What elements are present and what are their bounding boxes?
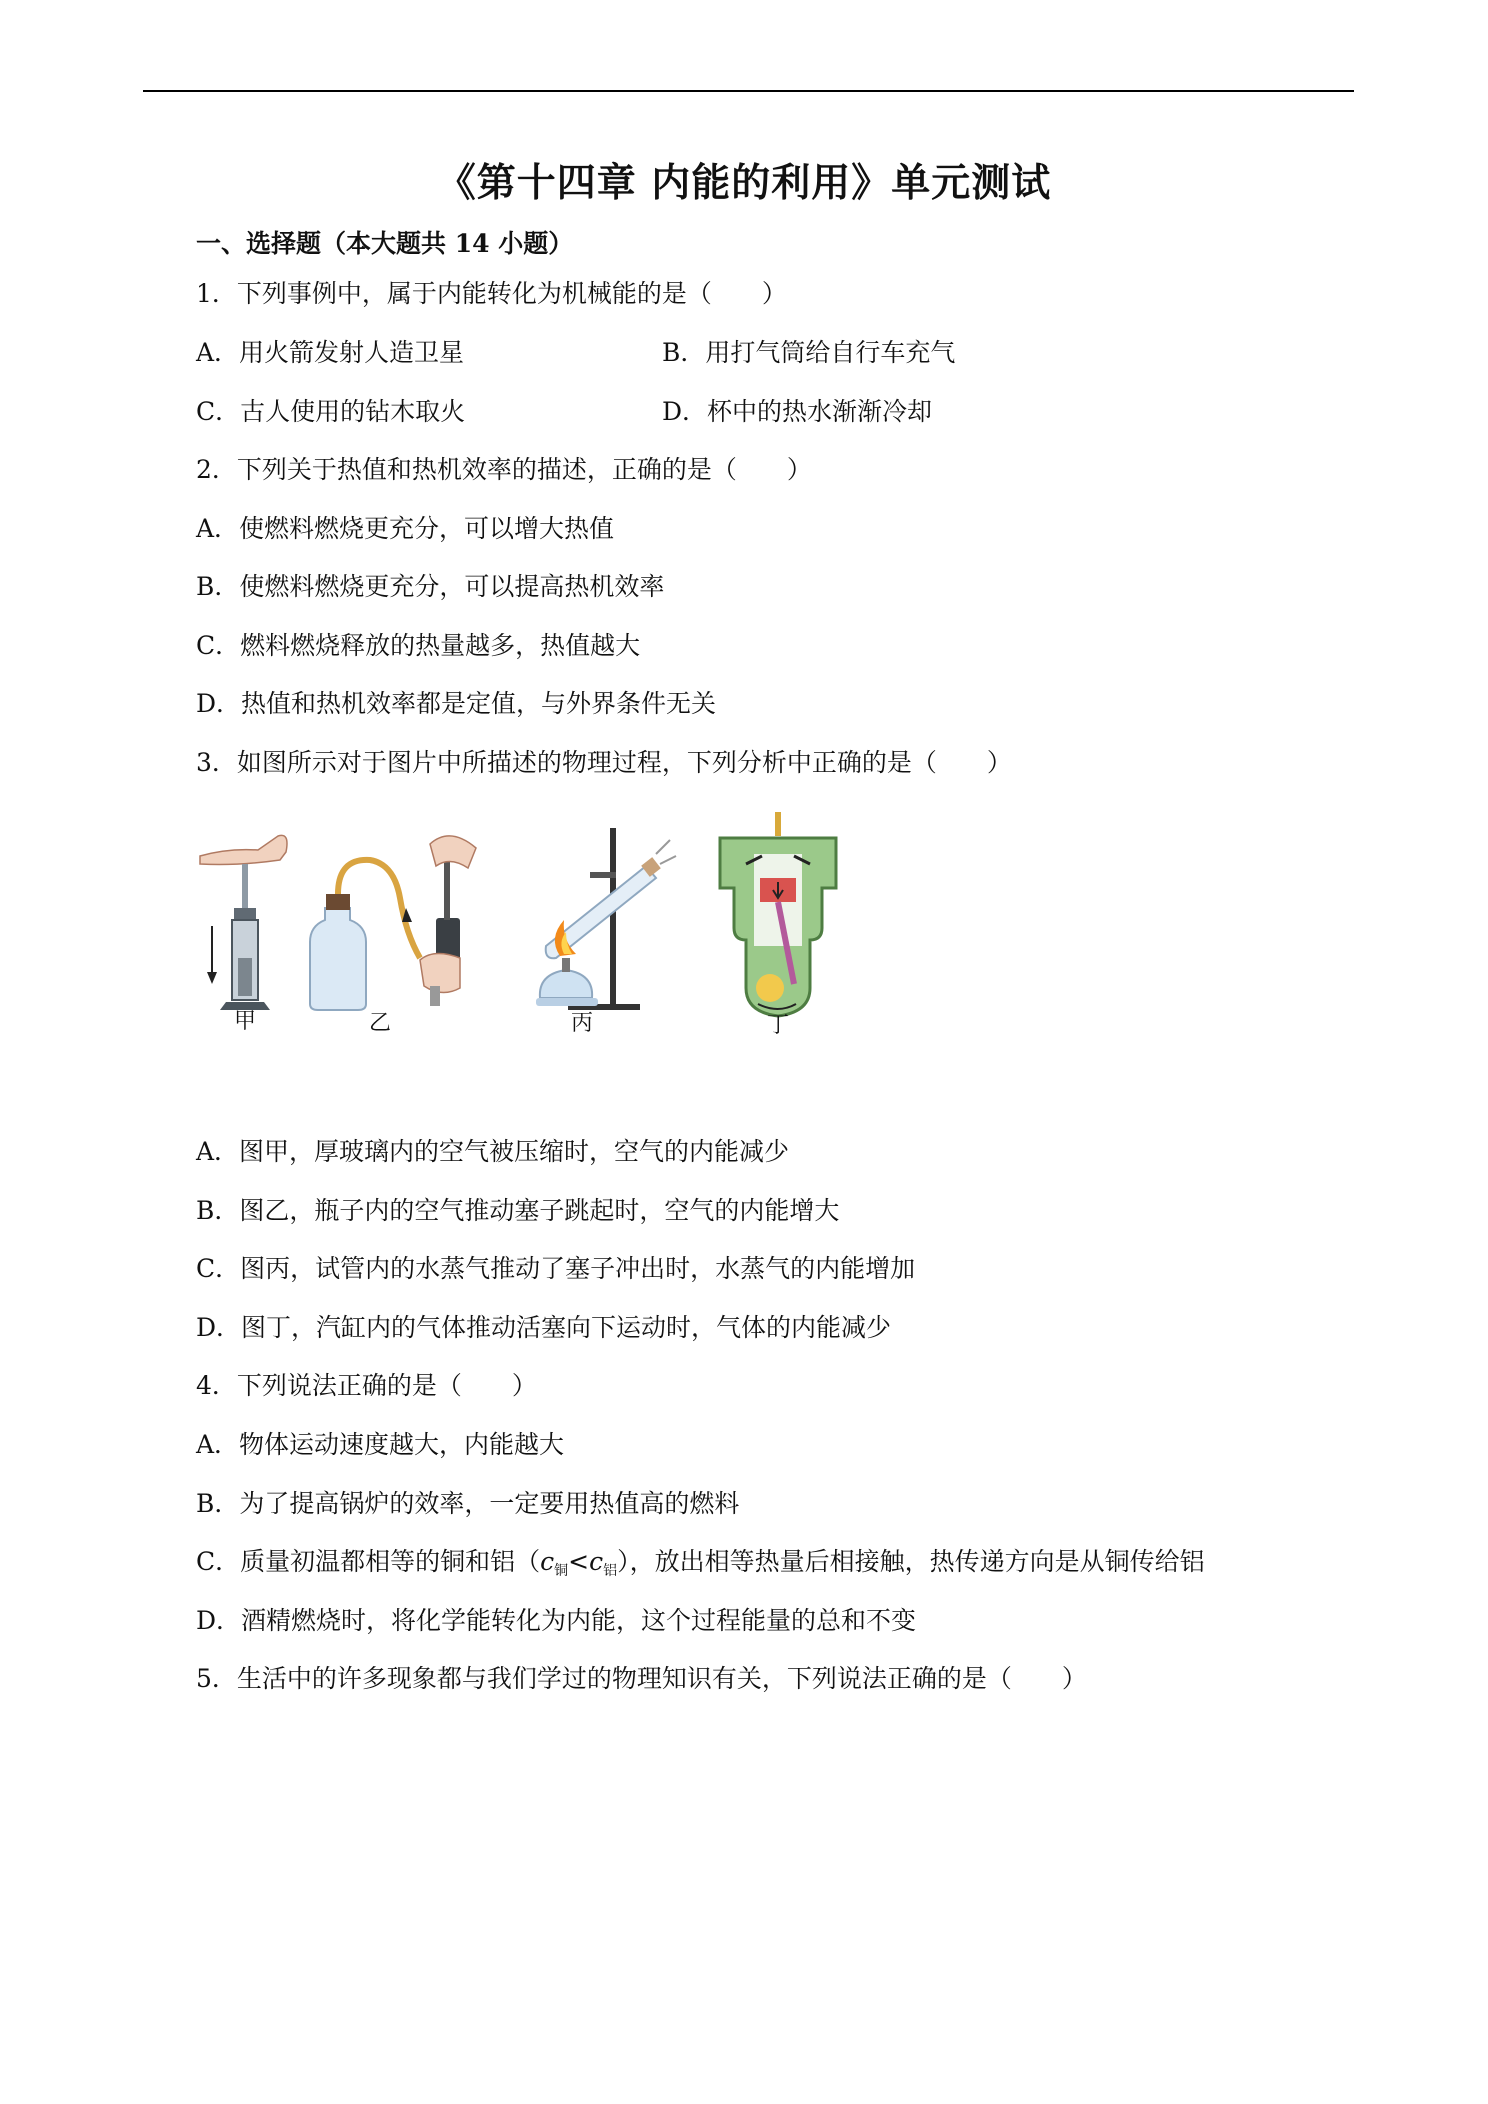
question-1-option-b: B．用打气筒给自行车充气 xyxy=(662,338,956,367)
figure-bing-test-tube-burner xyxy=(536,828,676,1010)
question-3-option-a: A．图甲，厚玻璃内的空气被压缩时，空气的内能减少 xyxy=(196,1137,790,1166)
question-2-option-a: A．使燃料燃烧更充分，可以增大热值 xyxy=(196,514,615,543)
section-heading: 一、选择题（本大题共 14 小题） xyxy=(196,229,574,258)
question-2-option-c: C．燃料燃烧释放的热量越多，热值越大 xyxy=(196,631,641,660)
question-1-option-d: D．杯中的热水渐渐冷却 xyxy=(662,397,933,426)
question-4-option-a: A．物体运动速度越大，内能越大 xyxy=(196,1430,565,1459)
specific-heat-symbol-copper: c xyxy=(540,1547,555,1576)
question-1-stem: 1．下列事例中，属于内能转化为机械能的是（ ） xyxy=(196,279,787,308)
question-3-option-d: D．图丁，汽缸内的气体推动活塞向下运动时，气体的内能减少 xyxy=(196,1313,892,1342)
question-2-option-d: D．热值和热机效率都是定值，与外界条件无关 xyxy=(196,689,717,718)
question-4-stem: 4．下列说法正确的是（ ） xyxy=(196,1371,537,1400)
question-1-option-a: A．用火箭发射人造卫星 xyxy=(196,338,465,367)
figure-label-bing: 丙 xyxy=(571,1011,594,1036)
copper-subscript: 铜 xyxy=(554,1563,569,1579)
figure-label-yi: 乙 xyxy=(369,1011,392,1036)
question-3-illustrations xyxy=(198,808,858,1048)
question-4-option-c xyxy=(196,1542,1205,1580)
figure-jia-compression-cylinder xyxy=(200,835,287,1010)
question-1-option-c: C．古人使用的钻木取火 xyxy=(196,397,466,426)
question-3-figure xyxy=(198,808,858,1052)
question-5-stem: 5．生活中的许多现象都与我们学过的物理知识有关，下列说法正确的是（ ） xyxy=(196,1664,1087,1693)
specific-heat-symbol-aluminum: c xyxy=(589,1547,604,1576)
question-2-option-b: B．使燃料燃烧更充分，可以提高热机效率 xyxy=(196,572,665,601)
question-4-option-b: B．为了提高锅炉的效率，一定要用热值高的燃料 xyxy=(196,1489,740,1518)
question-4-option-d: D．酒精燃烧时，将化学能转化为内能，这个过程能量的总和不变 xyxy=(196,1606,917,1635)
less-than-sign: < xyxy=(568,1547,590,1576)
figure-ding-engine-cylinder xyxy=(720,812,836,1016)
page-title: 《第十四章 内能的利用》单元测试 xyxy=(436,161,1052,206)
header-rule xyxy=(143,90,1354,92)
question-2-stem: 2．下列关于热值和热机效率的描述，正确的是（ ） xyxy=(196,455,812,484)
figure-label-jia: 甲 xyxy=(234,1009,257,1034)
figure-yi-bottle-pump xyxy=(310,836,476,1010)
question-3-stem: 3．如图所示对于图片中所描述的物理过程，下列分析中正确的是（ ） xyxy=(196,748,1012,777)
option-c-prefix: C．质量初温都相等的铜和铝（ xyxy=(196,1547,541,1576)
option-c-suffix: ），放出相等热量后相接触，热传递方向是从铜传给铝 xyxy=(617,1547,1205,1576)
aluminum-subscript: 铝 xyxy=(603,1563,618,1579)
figure-label-ding: 丁 xyxy=(767,1013,790,1038)
question-3-option-b: B．图乙，瓶子内的空气推动塞子跳起时，空气的内能增大 xyxy=(196,1196,840,1225)
question-3-option-c: C．图丙，试管内的水蒸气推动了塞子冲出时，水蒸气的内能增加 xyxy=(196,1254,916,1283)
